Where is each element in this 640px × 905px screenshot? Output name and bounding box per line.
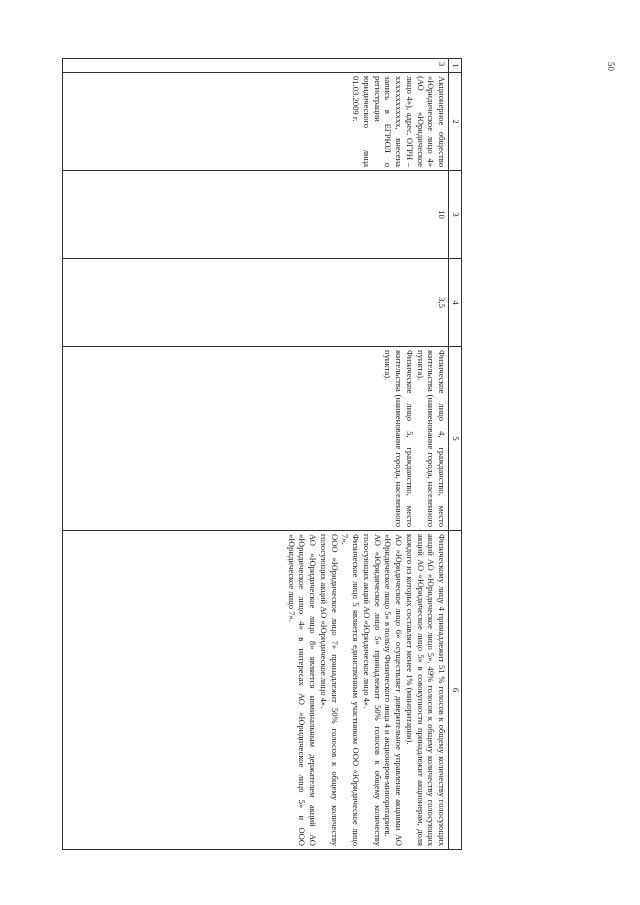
page-number: 50	[606, 62, 616, 71]
table-row	[63, 59, 449, 850]
persons-cell	[63, 347, 449, 531]
entity-cell: Акционерное общество «Юридическое лицо 4» (АО «Юридическое лицо 4»), адрес, ОГРН – хххххххххххх, внесена запись в ЕГРЮЛ о регистрации юридического лица 01.03.2009 г.	[63, 73, 449, 171]
header-cell-2: 2	[449, 73, 462, 171]
ownership-paragraph: ООО «Юридическое лицо 7» принадлежит 50% голосов к общему количеству голосующих акций АО «Юридическое лицо 4».	[318, 534, 340, 846]
rotated-table-area	[62, 58, 462, 850]
ownership-paragraph: АО «Юридическое лицо 5» принадлежит 50% голосов к общему количеству голосующих акций АО «Юридическое лицо 4».	[361, 534, 383, 846]
person-entry: Физическое лицо 5, гражданство, место жительства (наименование города, населенного пункта).	[383, 350, 415, 527]
header-cell-1: 1	[449, 59, 462, 73]
header-cell-4: 4	[449, 259, 462, 347]
header-row	[449, 59, 462, 850]
row-number: 3	[63, 59, 449, 73]
ownership-description-cell	[63, 531, 449, 850]
person-entry: Физическое лицо 4, гражданство, место жительства (наименование города, населенного пункта).	[415, 350, 447, 527]
ownership-paragraph: АО «Юридическое лицо 6» осуществляет доверительное управление акциями АО «Юридическое лицо 5» в пользу Физического лица 4 и акционеров-миноритариев.	[383, 534, 405, 846]
ownership-paragraph: АО «Юридическое лицо 8» является номинальным держателем акций АО «Юридическое лицо 4» в интересах АО «Юридическое лицо 5» и ООО «Юридическое лицо 7».	[286, 534, 319, 846]
header-cell-5: 5	[449, 347, 462, 531]
col3-value: 10	[63, 171, 449, 259]
ownership-table	[62, 58, 462, 850]
header-cell-6: 6	[449, 531, 462, 850]
header-cell-3: 3	[449, 171, 462, 259]
ownership-paragraph: Физическое лицо 5 является единственным участником ООО «Юридическое лицо 7».	[340, 534, 362, 846]
ownership-paragraph: Физическому лицу 4 принадлежит 51 % голосов к общему количеству голосующих акций АО «Юридическое лицо 5». 49% голосов к общему количеству голосующих акций АО «Юридическое лицо 5» в совокупности принадлежит акционерам, доля каждого из которых составляет менее 1% (миноритарии).	[404, 534, 447, 846]
col4-value: 3,5	[63, 259, 449, 347]
